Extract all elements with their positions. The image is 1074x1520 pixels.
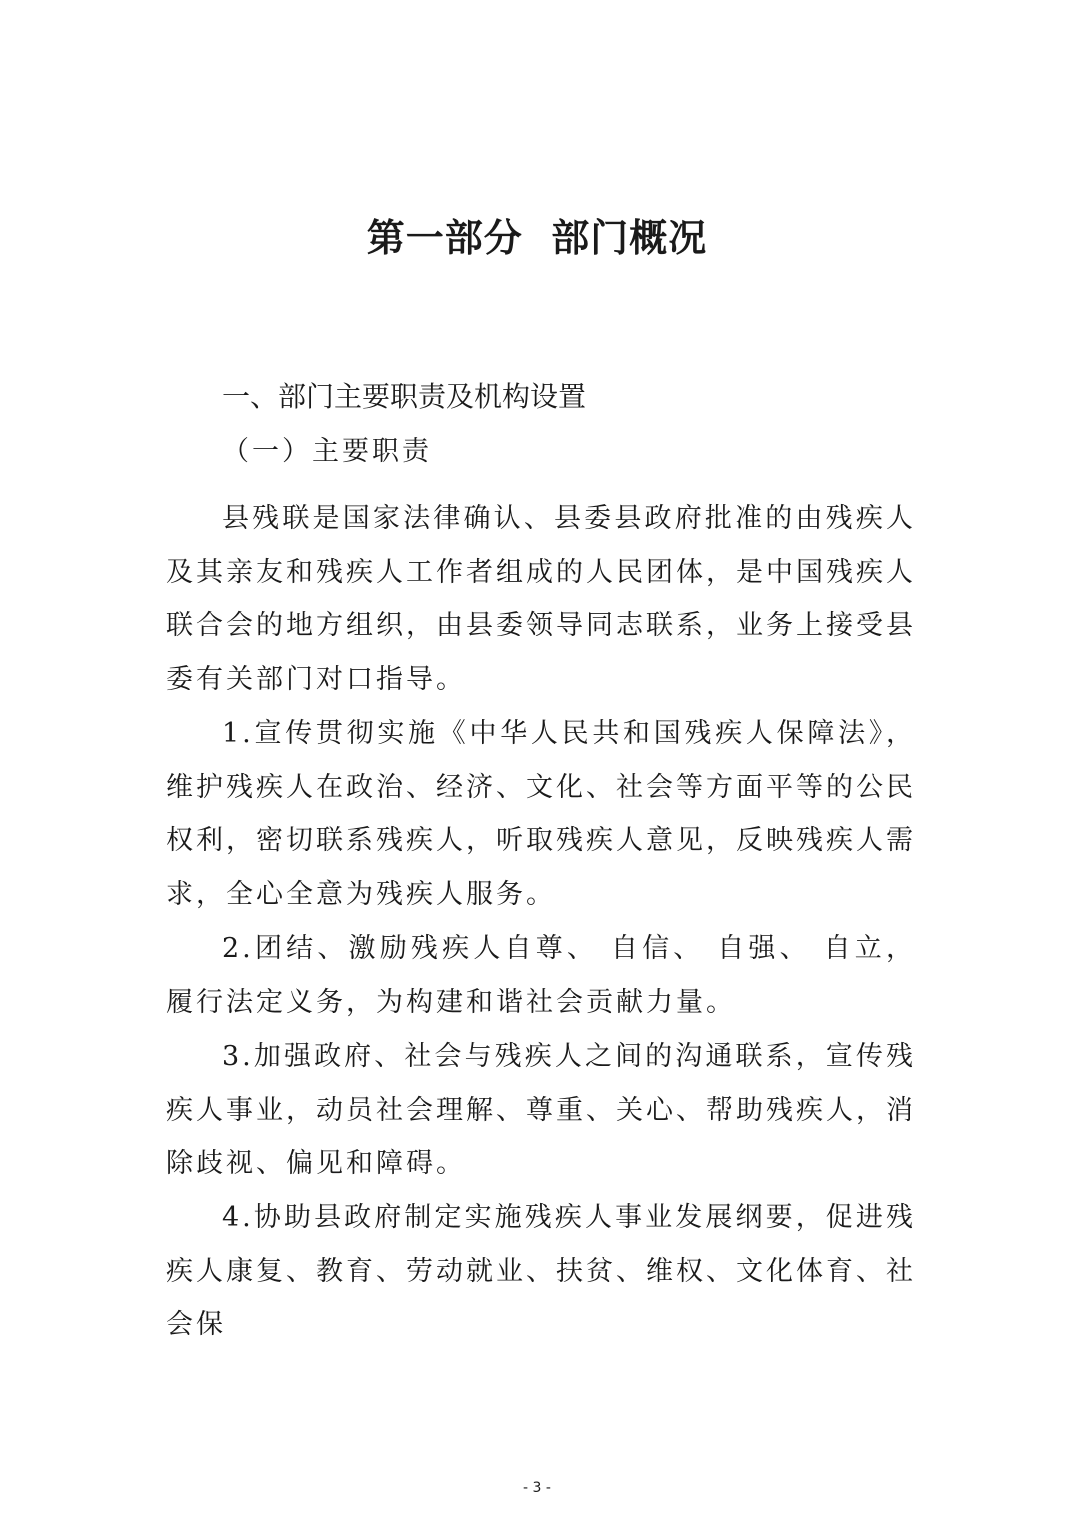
paragraph-duty-1: 1.宣传贯彻实施《中华人民共和国残疾人保障法》，维护残疾人在政治、经济、文化、社会等方面平等的公民权利，密切联系残疾人，听取残疾人意见，反映残疾人需求，全心全意为残疾人服务。 <box>166 718 916 910</box>
page-number: - 3 - <box>523 1480 551 1496</box>
paragraph-intro: 县残联是国家法律确认、县委县政府批准的由残疾人及其亲友和残疾人工作者组成的人民团体，是中国残疾人联合会的地方组织，由县委领导同志联系，业务上接受县委有关部门对口指导。 <box>166 503 916 695</box>
sub-heading: （一）主要职责 <box>222 436 432 467</box>
paragraph-duty-3: 3.加强政府、社会与残疾人之间的沟通联系，宣传残疾人事业，动员社会理解、尊重、关心、帮助残疾人，消除歧视、偏见和障碍。 <box>166 1041 916 1179</box>
paragraph-duty-2: 2.团结、激励残疾人自尊、 自信、 自强、 自立，履行法定义务，为构建和谐社会贡献力量。 <box>166 933 916 1018</box>
section-heading: 一、部门主要职责及机构设置 <box>222 380 587 413</box>
paragraph-duty-4: 4.协助县政府制定实施残疾人事业发展纲要，促进残疾人康复、教育、劳动就业、扶贫、维权、文化体育、社会保 <box>166 1202 916 1340</box>
page-title: 第一部分 部门概况 <box>366 216 708 260</box>
